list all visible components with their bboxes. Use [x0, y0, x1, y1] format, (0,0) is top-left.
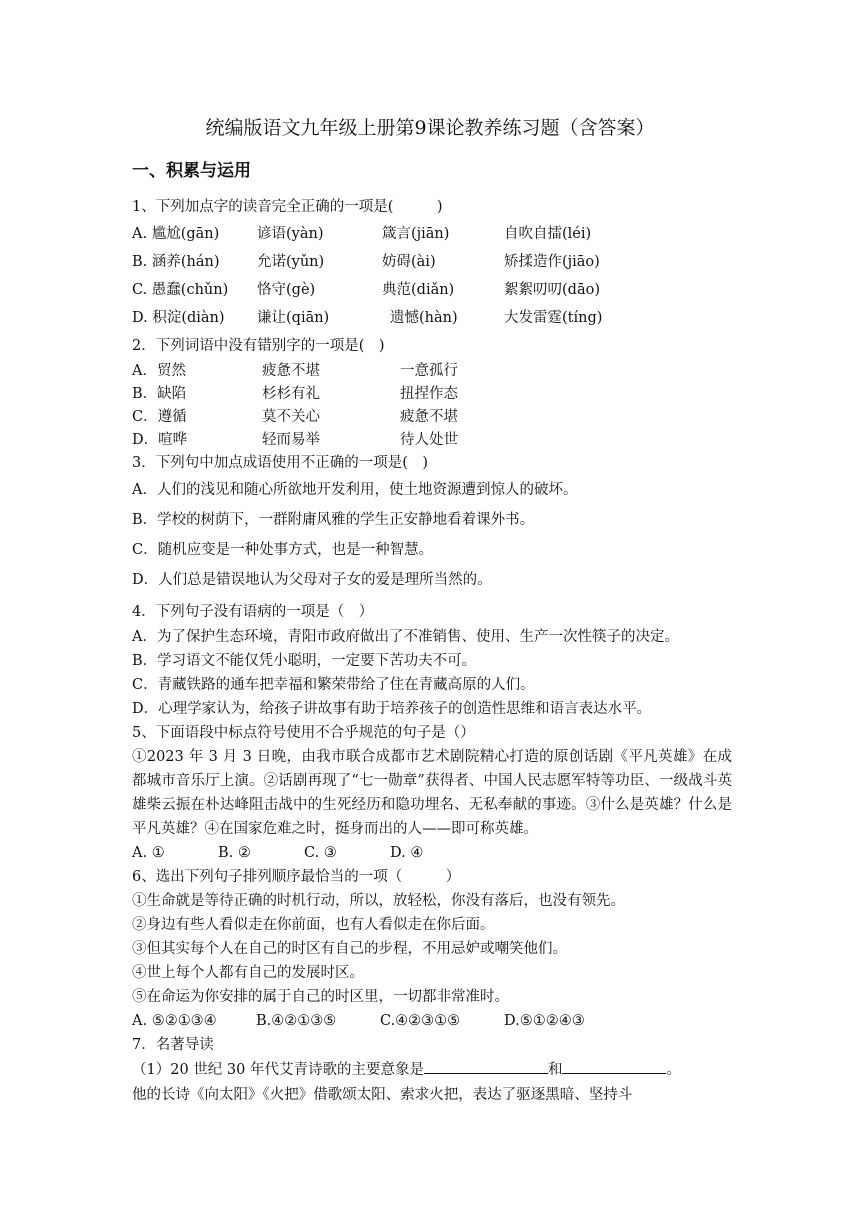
q7-part-1-period: 。 [666, 1062, 681, 1078]
q5-passage: ①2023 年 3 月 3 日晚，由我市联合成都市艺术剧院精心打造的原创话剧《平凡英雄》在成都城市音乐厅上演。②话剧再现了“七一勋章”获得者、中国人民志愿军特等功臣、一级战斗英雄柴云振在朴达峰阻击战中的生死经历和隐功埋名、无私奉献的事迹。③什么是英雄？什么是平凡英雄？④在国家危难之时，挺身而出的人——即可称英雄。 [132, 749, 732, 837]
q4-stem: 4．下列句子没有语病的一项是（ ） [132, 604, 374, 620]
q1-d-3: 遗憾(hàn) [390, 310, 458, 326]
section-heading: 一、积累与运用 [132, 161, 251, 181]
q4-option-b: B．学习语文不能仅凭小聪明，一定要下苦功夫不可。 [132, 653, 477, 669]
q1-b-3: 妨碍(ài) [382, 254, 436, 270]
q1-a-2: 谚语(yàn) [257, 226, 324, 242]
q2-d-3: 待人处世 [400, 432, 458, 448]
q6-sentence-1: ①生命就是等待正确的时机行动，所以，放轻松，你没有落后，也没有领先。 [132, 893, 625, 909]
q6-sentence-3: ③但其实每个人在自己的时区有自己的步程，不用忌妒或嘲笑他们。 [132, 941, 567, 957]
q5-option-c: C. ③ [304, 845, 337, 861]
q4-option-a: A．为了保护生态环境，青阳市政府做出了不准销售、使用、生产一次性筷子的决定。 [132, 629, 679, 645]
document-body [132, 194, 732, 1107]
q5-option-d: D. ④ [390, 845, 424, 861]
q3-option-b: B．学校的树荫下，一群附庸风雅的学生正安静地看着课外书。 [132, 512, 535, 528]
q1-a-1: A. 尴尬(gān) [132, 226, 220, 242]
q3-option-a: A．人们的浅见和随心所欲地开发利用，使土地资源遭到惊人的破坏。 [132, 482, 578, 498]
q2-b-2: 杉杉有礼 [262, 386, 320, 402]
q1-option-a [132, 220, 732, 248]
q1-d-1: D. 积淀(diàn) [132, 310, 225, 326]
q1-option-b [132, 248, 732, 276]
q2-c-1: C．遵循 [132, 409, 187, 425]
q1-option-d [132, 304, 732, 332]
q2-a-1: A．贸然 [132, 363, 186, 379]
q2-option-a [132, 360, 732, 383]
q1-c-3: 典范(diǎn) [382, 282, 455, 298]
q2-option-c [132, 406, 732, 429]
q7-part-1-continued: 他的长诗《向太阳》《火把》借歌颂太阳、索求火把，表达了驱逐黑暗、坚持斗 [132, 1087, 633, 1103]
q4-option-d: D．心理学家认为，给孩子讲故事有助于培养孩子的创造性思维和语言表达水平。 [132, 701, 652, 717]
q2-d-1: D．喧哗 [132, 432, 188, 448]
q2-c-2: 莫不关心 [262, 409, 320, 425]
q1-d-4: 大发雷霆(tíng) [504, 310, 603, 326]
q6-option-b: B.④②①③⑤ [256, 1013, 337, 1029]
q1-b-1: B. 涵养(hán) [132, 254, 220, 270]
q1-a-4: 自吹自擂(léi) [504, 226, 592, 242]
q2-b-3: 扭捏作态 [400, 386, 458, 402]
q5-option-b: B. ② [218, 845, 251, 861]
q2-b-1: B．缺陷 [132, 386, 187, 402]
q6-options [132, 1009, 732, 1033]
q2-option-d [132, 429, 732, 452]
q6-stem: 6、选出下列句子排列顺序最恰当的一项（ ） [132, 869, 461, 885]
q1-b-2: 允诺(yǔn) [257, 254, 325, 270]
q2-c-3: 疲惫不堪 [400, 409, 458, 425]
q1-a-3: 箴言(jiān) [382, 226, 450, 242]
q6-option-d: D.⑤①②④③ [504, 1013, 585, 1029]
q2-d-2: 轻而易举 [262, 432, 320, 448]
q1-c-2: 恪守(gè) [257, 282, 316, 298]
q5-option-a: A. ① [132, 845, 165, 861]
q1-c-4: 絮絮叨叨(dāo) [504, 282, 600, 298]
q6-sentence-4: ④世上每个人都有自己的发展时区。 [132, 965, 364, 981]
q5-options [132, 841, 732, 865]
q2-a-3: 一意孤行 [400, 363, 458, 379]
q3-option-c: C．随机应变是一种处事方式，也是一种智慧。 [132, 542, 434, 558]
answer-blank-1[interactable] [424, 1057, 548, 1074]
q6-sentence-5: ⑤在命运为你安排的属于自己的时区里，一切都非常准时。 [132, 989, 509, 1005]
q1-d-2: 谦让(qiān) [257, 310, 330, 326]
q4-option-c: C．青藏铁路的通车把幸福和繁荣带给了住在青藏高原的人们。 [132, 677, 535, 693]
q1-c-1: C. 愚蠢(chǔn) [132, 282, 229, 298]
q7-part-1-and: 和 [547, 1062, 563, 1078]
q7-part-1 [132, 1057, 732, 1083]
document-title: 统编版语文九年级上册第9课论教养练习题（含答案） [205, 117, 655, 139]
answer-blank-2[interactable] [562, 1057, 666, 1074]
q3-option-d: D．人们总是错误地认为父母对子女的爱是理所当然的。 [132, 572, 492, 588]
q2-stem: 2．下列词语中没有错别字的一项是( ) [132, 338, 385, 354]
q5-stem: 5、下面语段中标点符号使用不合乎规范的句子是（） [132, 725, 475, 741]
q1-option-c [132, 276, 732, 304]
q3-stem: 3．下列句中加点成语使用不正确的一项是( ) [132, 455, 429, 471]
q7-stem: 7．名著导读 [132, 1037, 214, 1053]
q6-option-a: A. ⑤②①③④ [132, 1013, 217, 1029]
q6-sentence-2: ②身边有些人看似走在你前面，也有人看似走在你后面。 [132, 917, 495, 933]
q7-part-1-text: （1）20 世纪 30 年代艾青诗歌的主要意象是 [132, 1062, 424, 1078]
q1-stem: 1、下列加点字的读音完全正确的一项是( ) [132, 199, 443, 215]
q6-option-c: C.④②③①⑤ [380, 1013, 461, 1029]
q2-option-b [132, 383, 732, 406]
q2-a-2: 疲惫不堪 [262, 363, 320, 379]
q1-b-4: 矫揉造作(jiāo) [504, 254, 600, 270]
